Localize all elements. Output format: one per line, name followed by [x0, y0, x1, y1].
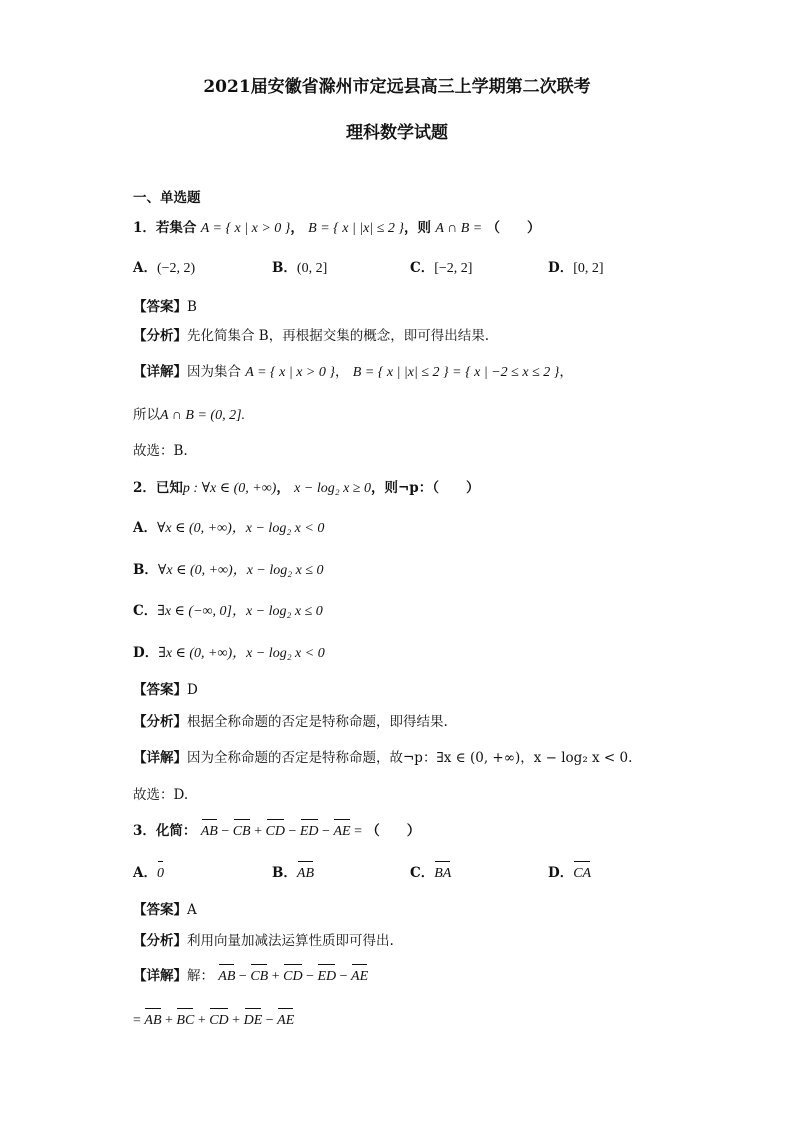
q3-detail: 【详解】解： AB − CB + CD − ED − AE [133, 966, 368, 987]
q3-answer: 【答案】A [133, 902, 197, 918]
q2-answer: 【答案】D [133, 682, 198, 698]
q1-stem: 1．若集合 A = { x | x > 0 }， B = { x | |x| ≤ 2 }，则 A ∩ B = （ ） [133, 220, 541, 236]
q1-option-c: C．[−2, 2] [410, 260, 473, 276]
q2-option-d: D．∃x ∈ (0, +∞)，x − log₂ x < 0 [133, 645, 325, 661]
q2-analysis: 【分析】根据全称命题的否定是特称命题，即得结果. [133, 714, 448, 730]
q3-detail-step: = AB + BC + CD + DE − AE [133, 1010, 294, 1031]
q1-option-b: B．(0, 2] [272, 260, 328, 276]
q3-analysis: 【分析】利用向量加减法运算性质即可得出. [133, 933, 394, 949]
q2-option-c: C．∃x ∈ (−∞, 0]，x − log₂ x ≤ 0 [133, 603, 323, 619]
q1-detail: 【详解】因为集合 A = { x | x > 0 }， B = { x | |x| ≤ 2 } = { x | −2 ≤ x ≤ 2 }， [133, 364, 573, 380]
q1-answer: 【答案】B [133, 299, 197, 315]
q1-analysis: 【分析】先化简集合 B，再根据交集的概念，即可得出结果. [133, 328, 490, 344]
q1-choose: 故选：B. [133, 443, 188, 459]
q1-detail-result: 所以A ∩ B = (0, 2]. [133, 407, 246, 423]
q2-choose: 故选：D. [133, 787, 189, 803]
section-heading: 一、单选题 [133, 190, 201, 206]
q3-option-b: B．AB [272, 863, 314, 884]
q1-option-d: D．[0, 2] [548, 260, 604, 276]
q2-stem: 2．已知p : ∀x ∈ (0, +∞)， x − log₂ x ≥ 0，则¬p：（ ） [133, 480, 480, 496]
q3-option-c: C．BA [410, 863, 451, 884]
q1-option-a: A．(−2, 2) [133, 260, 196, 276]
q3-option-a: A．0 [133, 863, 164, 884]
q3-option-d: D．CA [548, 863, 591, 884]
exam-subtitle: 理科数学试题 [346, 123, 448, 143]
q2-option-b: B．∀x ∈ (0, +∞)，x − log₂ x ≤ 0 [133, 562, 324, 578]
q3-stem: 3．化简： AB − CB + CD − ED − AE = （ ） [133, 821, 420, 842]
q2-detail: 【详解】因为全称命题的否定是特称命题，故¬p：∃x ∈ (0, +∞)，x − log₂ x < 0. [133, 750, 633, 766]
exam-title: 2021届安徽省滁州市定远县高三上学期第二次联考 [203, 77, 591, 97]
q2-option-a: A．∀x ∈ (0, +∞)，x − log₂ x < 0 [133, 520, 325, 536]
